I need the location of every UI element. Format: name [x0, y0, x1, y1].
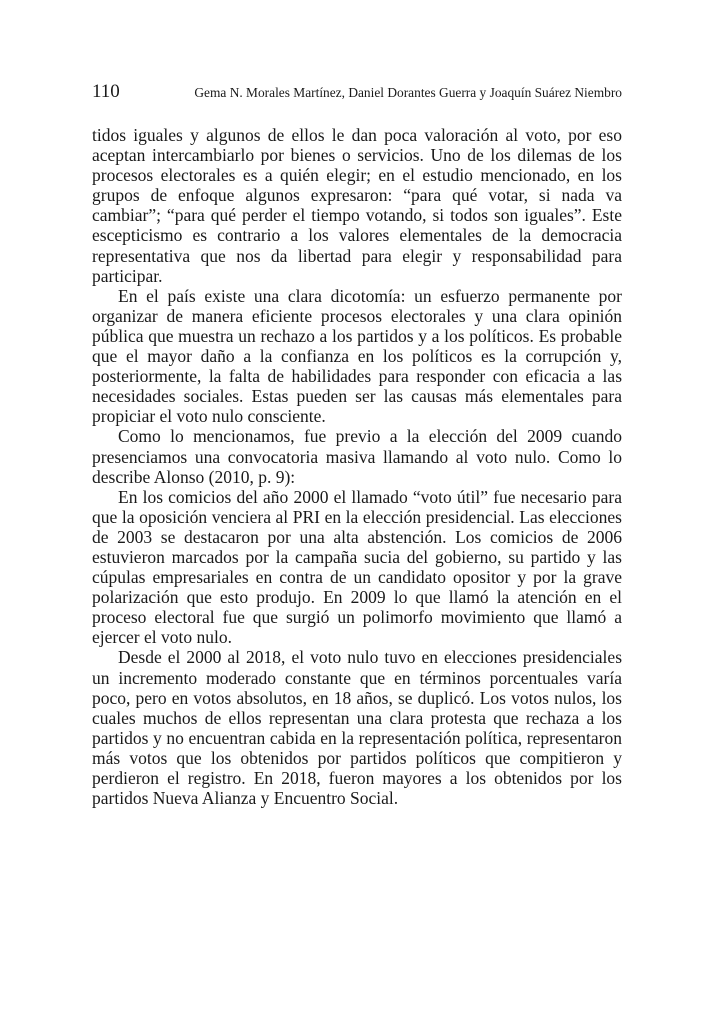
page-number: 110 [92, 81, 120, 102]
body-text [92, 125, 622, 808]
page-header [92, 80, 622, 104]
paragraph-continued: tidos iguales y algunos de ellos le dan poca valoración al voto, por eso aceptan intercambiarlo por bienes o servicios. Uno de los dilemas de los procesos electorales es a quién elegir; en el estudio mencionado, en los grupos de enfoque algunos expresaron: “para qué votar, si nada va cambiar”; “para qué perder el tiempo votando, si todos son iguales”. Este escepticismo es contrario a los valores elementales de la democracia representativa que nos da libertad para elegir y responsabilidad para participar. [92, 125, 622, 286]
paragraph-convocatoria: Como lo mencionamos, fue previo a la elección del 2009 cuando presenciamos una convocatoria masiva llamando al voto nulo. Como lo describe Alonso (2010, p. 9): [92, 426, 622, 487]
paragraph-voto-nulo-trend: Desde el 2000 al 2018, el voto nulo tuvo en elecciones presidenciales un incremento moderado constante que en términos porcentuales varía poco, pero en votos absolutos, en 18 años, se duplicó. Los votos nulos, los cuales muchos de ellos representan una clara protesta que rechaza a los partidos y no encuentran cabida en la representación política, representaron más votos que los obtenidos por partidos políticos que compitieron y perdieron el registro. En 2018, fueron mayores a los obtenidos por los partidos Nueva Alianza y Encuentro Social. [92, 647, 622, 809]
paragraph-dichotomy: En el país existe una clara dicotomía: un esfuerzo permanente por organizar de manera eficiente procesos electorales y una clara opinión pública que muestra un rechazo a los partidos y a los políticos. Es probable que el mayor daño a la confianza en los políticos es la corrupción y, posteriormente, la falta de habilidades para responder con eficacia a las necesidades sociales. Estas pueden ser las causas más elementales para propiciar el voto nulo consciente. [92, 285, 622, 427]
running-head-authors: Gema N. Morales Martínez, Daniel Dorantes Guerra y Joaquín Suárez Niembro [194, 85, 622, 100]
block-quote-alonso: En los comicios del año 2000 el llamado “voto útil” fue necesario para que la oposición venciera al PRI en la elección presidencial. Las elecciones de 2003 se destacaron por una alta abstención. Los comicios de 2006 estuvieron marcados por la campaña sucia del gobierno, su partido y las cúpulas empresariales en contra de un candidato opositor y por la grave polarización que esto produjo. En 2009 lo que llamó la atención en el proceso electoral fue que surgió un polimorfo movimiento que llamó a ejercer el voto nulo. [92, 486, 622, 648]
